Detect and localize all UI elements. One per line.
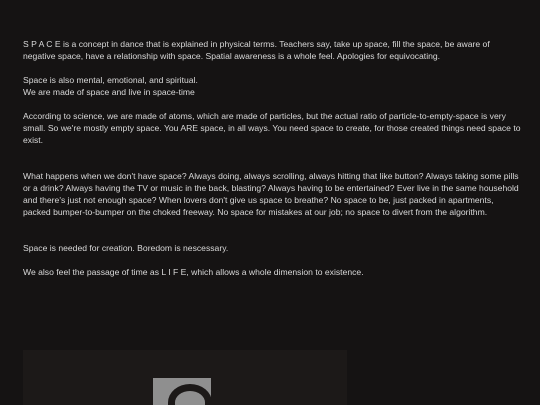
- paragraph-space-mental: Space is also mental, emotional, and spiritual.: [23, 75, 198, 85]
- paragraph-life: We also feel the passage of time as L I F E, which allows a whole dimension to existence.: [23, 267, 364, 277]
- paragraph-space-dance: S P A C E is a concept in dance that is explained in physical terms. Teachers say, take up space, fill the space, be aware of negative space, have a relationship with space. Spatial awareness is a whole feel. Apologies for equivocating.: [23, 39, 490, 61]
- paragraph-science: According to science, we are made of atoms, which are made of particles, but the actual ratio of particle-to-empty-space is very small. So we're mostly empty space. You ARE space, in all ways. You need space to create, for those created things need space to exist.: [23, 111, 521, 145]
- paragraph-creation: Space is needed for creation. Boredom is nescessary.: [23, 243, 229, 253]
- paragraph-no-space: What happens when we don't have space? Always doing, always scrolling, always hitting that like button? Always taking some pills or a drink? Always having the TV or music in the back, blasting? Always having to be entertained? Ever live in the same household and there's just not enough space? When lovers don't give us space to breathe? No space to be, just packed in apartments, packed bumper-to-bumper on the choked freeway. No space for mistakes at our job; no space to divert from the algorithm.: [23, 171, 519, 217]
- paragraph-space-time: We are made of space and live in space-time: [23, 87, 195, 97]
- article-body: [23, 38, 521, 278]
- article-image: [23, 350, 347, 405]
